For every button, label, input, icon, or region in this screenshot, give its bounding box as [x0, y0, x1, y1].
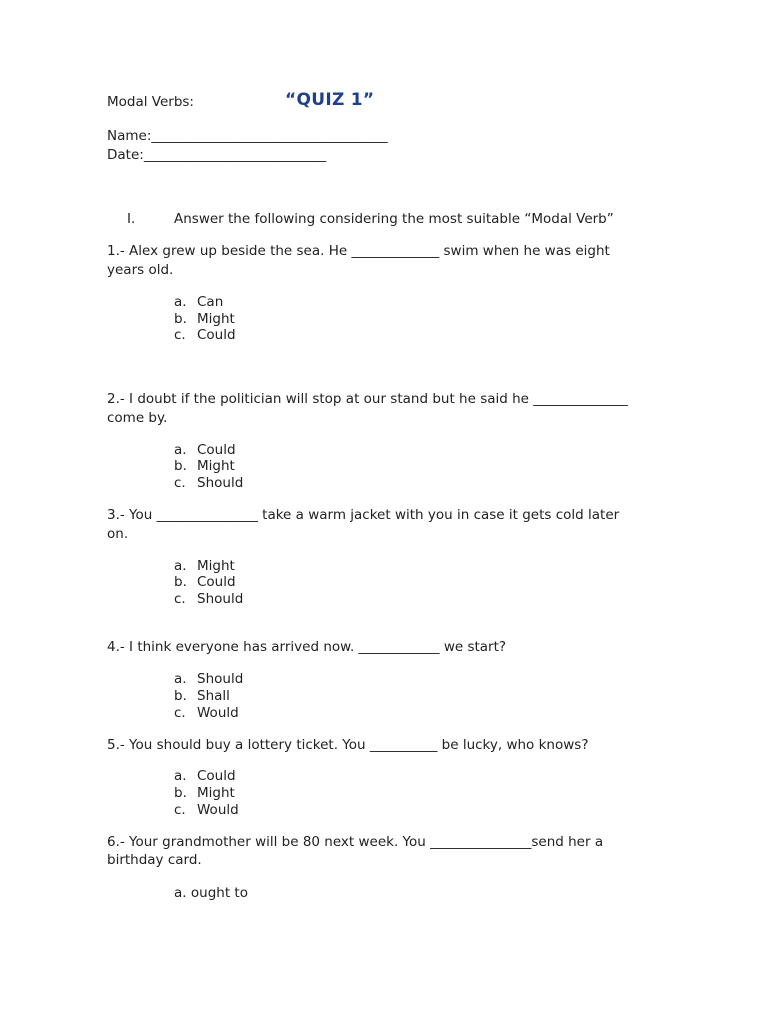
quiz-title: “QUIZ 1” — [285, 90, 375, 110]
option-text: Shall — [197, 688, 230, 704]
option-b — [174, 458, 235, 474]
question-text-continued: birthday card. — [107, 852, 202, 868]
option-letter: c. — [174, 327, 186, 343]
question-text-continued: on. — [107, 526, 129, 542]
option-text: Should — [197, 671, 244, 687]
question-text: 6.- Your grandmother will be 80 next week. You _______________send her a — [107, 834, 604, 850]
option-text: Might — [197, 311, 235, 327]
option-c — [174, 705, 239, 721]
option-text: Would — [197, 802, 239, 818]
question-text: 3.- You _______________ take a warm jacket with you in case it gets cold later — [107, 507, 620, 523]
option-a — [174, 671, 243, 687]
option-text: Might — [197, 458, 235, 474]
option-text: Could — [197, 768, 236, 784]
option-letter: a. — [174, 294, 187, 310]
option-b — [174, 311, 235, 327]
question-text-continued: years old. — [107, 262, 174, 278]
option-letter: a. — [174, 885, 187, 901]
option-letter: b. — [174, 785, 187, 801]
option-a — [174, 558, 235, 574]
subject-label: Modal Verbs: — [107, 94, 194, 110]
question-text: 1.- Alex grew up beside the sea. He _____________ swim when he was eight — [107, 243, 610, 259]
option-letter: b. — [174, 574, 187, 590]
option-text: Would — [197, 705, 239, 721]
option-a — [174, 294, 223, 310]
option-c — [174, 591, 243, 607]
name-field-line: Name:___________________________________ — [107, 128, 388, 144]
option-letter: c. — [174, 802, 186, 818]
option-letter: a. — [174, 768, 187, 784]
question-text-continued: come by. — [107, 410, 168, 426]
option-a — [174, 885, 248, 901]
option-text: Could — [197, 327, 236, 343]
option-letter: a. — [174, 442, 187, 458]
option-c — [174, 327, 236, 343]
option-text: Could — [197, 574, 236, 590]
question-text: 5.- You should buy a lottery ticket. You __________ be lucky, who knows? — [107, 737, 589, 753]
option-b — [174, 574, 236, 590]
option-c — [174, 802, 239, 818]
option-letter: b. — [174, 458, 187, 474]
option-letter: b. — [174, 688, 187, 704]
option-letter: c. — [174, 591, 186, 607]
option-letter: a. — [174, 558, 187, 574]
option-text: Can — [197, 294, 224, 310]
option-text: Should — [197, 591, 244, 607]
option-b — [174, 785, 235, 801]
section-instruction: Answer the following considering the most suitable “Modal Verb” — [174, 211, 614, 227]
option-text: Might — [197, 558, 235, 574]
option-text: Should — [197, 475, 244, 491]
section-numeral: I. — [127, 211, 136, 227]
question-text: 4.- I think everyone has arrived now. ____________ we start? — [107, 639, 507, 655]
option-b — [174, 688, 230, 704]
question-text: 2.- I doubt if the politician will stop at our stand but he said he ______________ — [107, 391, 628, 407]
option-a — [174, 442, 236, 458]
option-letter: a. — [174, 671, 187, 687]
option-a — [174, 768, 236, 784]
date-field-line: Date:___________________________ — [107, 147, 327, 163]
option-text: Could — [197, 442, 236, 458]
option-letter: b. — [174, 311, 187, 327]
option-letter: c. — [174, 475, 186, 491]
option-c — [174, 475, 243, 491]
option-letter: c. — [174, 705, 186, 721]
option-text: ought to — [190, 885, 248, 901]
option-text: Might — [197, 785, 235, 801]
